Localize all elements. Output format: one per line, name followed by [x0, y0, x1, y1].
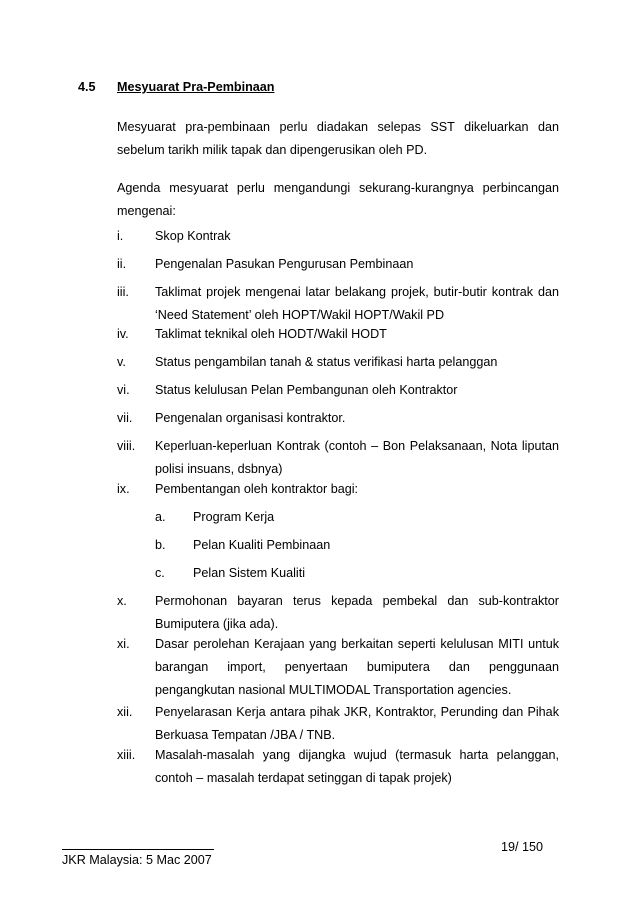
item-text: Penyelarasan Kerja antara pihak JKR, Kontraktor, Perunding dan Pihak Berkuasa Tempatan /JBA / TNB. — [155, 705, 559, 742]
item-numeral: iii. — [117, 285, 129, 299]
item-text: Pengenalan organisasi kontraktor. — [155, 411, 346, 425]
item-text: Masalah-masalah yang dijangka wujud (termasuk harta pelanggan, contoh – masalah terdapat setinggan di tapak projek) — [155, 748, 559, 785]
item-text: Taklimat projek mengenai latar belakang projek, butir-butir kontrak dan ‘Need Statement’ oleh HOPT/Wakil HOPT/Wakil PD — [155, 285, 559, 322]
item-numeral: xiii. — [117, 748, 136, 762]
item-text: Dasar perolehan Kerajaan yang berkaitan seperti kelulusan MITI untuk barangan import, penyertaan bumiputera dan penggunaan pengangkutan nasional MULTIMODAL Transportation agencies. — [155, 637, 559, 697]
item-numeral: ix. — [117, 482, 130, 496]
footer-divider — [62, 849, 214, 850]
subitem-letter: c. — [155, 566, 165, 580]
item-numeral: vi. — [117, 383, 130, 397]
section-number: 4.5 — [78, 80, 96, 94]
item-numeral: xi. — [117, 637, 130, 651]
item-text: Pembentangan oleh kontraktor bagi: — [155, 482, 359, 496]
item-text: Keperluan-keperluan Kontrak (contoh – Bon Pelaksanaan, Nota liputan polisi insuans, dsbnya) — [155, 439, 559, 476]
item-text: Permohonan bayaran terus kepada pembekal dan sub-kontraktor Bumiputera (jika ada). — [155, 594, 559, 631]
agenda-paragraph: Agenda mesyuarat perlu mengandungi sekurang-kurangnya perbincangan mengenai: — [117, 181, 559, 218]
item-numeral: xii. — [117, 705, 133, 719]
subitem-text: Pelan Sistem Kualiti — [193, 566, 305, 580]
subitem-text: Pelan Kualiti Pembinaan — [193, 538, 331, 552]
page-number: 19/ 150 — [501, 840, 544, 854]
section-title: Mesyuarat Pra-Pembinaan — [117, 80, 275, 94]
subitem-letter: b. — [155, 538, 166, 552]
item-text: Status kelulusan Pelan Pembangunan oleh Kontraktor — [155, 383, 458, 397]
subitem-text: Program Kerja — [193, 510, 275, 524]
item-text: Status pengambilan tanah & status verifikasi harta pelanggan — [155, 355, 498, 369]
footer-text: JKR Malaysia: 5 Mac 2007 — [62, 853, 212, 867]
item-text: Skop Kontrak — [155, 229, 231, 243]
item-numeral: v. — [117, 355, 126, 369]
item-numeral: iv. — [117, 327, 129, 341]
item-numeral: viii. — [117, 439, 136, 453]
item-text: Pengenalan Pasukan Pengurusan Pembinaan — [155, 257, 414, 271]
item-text: Taklimat teknikal oleh HODT/Wakil HODT — [155, 327, 387, 341]
item-numeral: x. — [117, 594, 127, 608]
item-numeral: ii. — [117, 257, 127, 271]
item-numeral: i. — [117, 229, 124, 243]
subitem-letter: a. — [155, 510, 166, 524]
intro-paragraph: Mesyuarat pra-pembinaan perlu diadakan selepas SST dikeluarkan dan sebelum tarikh milik tapak dan dipengerusikan oleh PD. — [117, 120, 559, 157]
item-numeral: vii. — [117, 411, 133, 425]
